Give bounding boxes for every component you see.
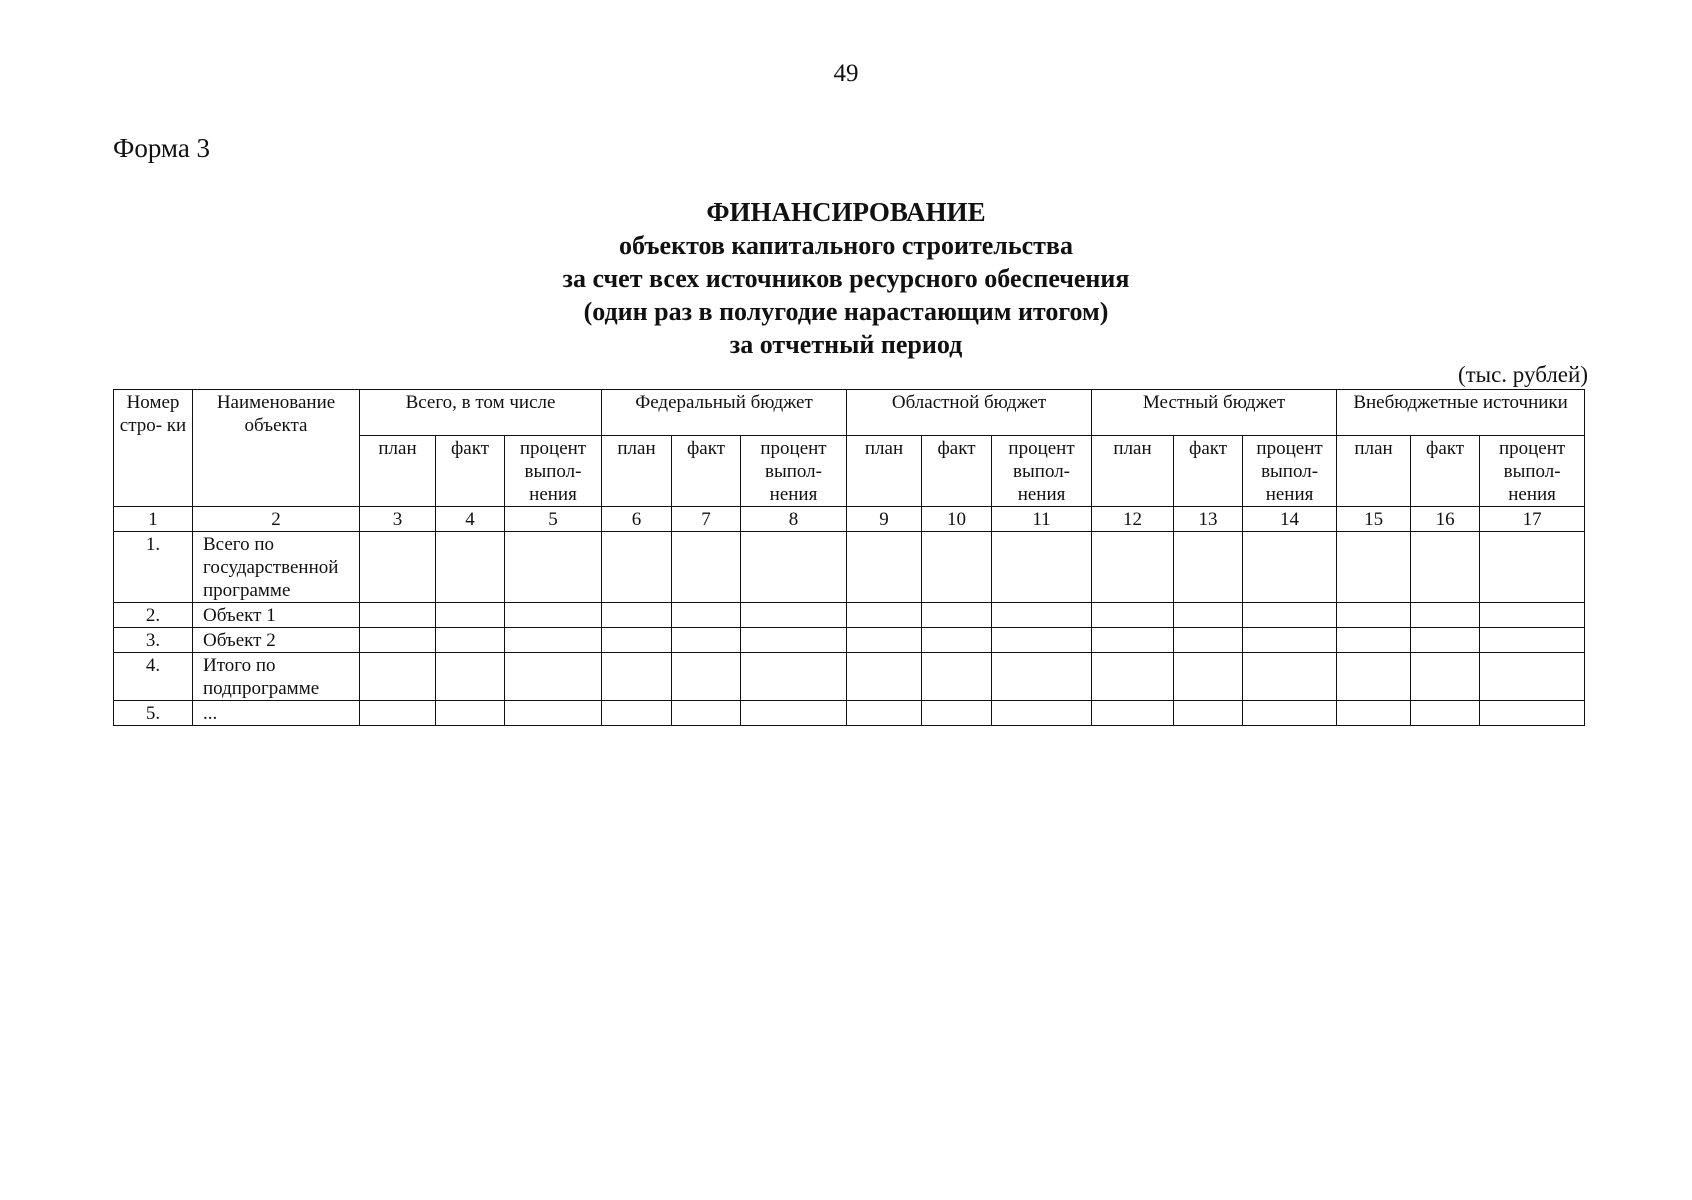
- empty-cell: [602, 532, 672, 603]
- table-row: [114, 532, 1585, 603]
- column-number-row: [114, 507, 1585, 532]
- empty-cell: [672, 628, 741, 653]
- empty-cell: [1092, 532, 1174, 603]
- header-group-federal: Федеральный бюджет: [602, 390, 847, 436]
- column-number: 16: [1411, 507, 1480, 532]
- empty-cell: [360, 532, 436, 603]
- title-line-2: объектов капитального строительства: [619, 231, 1073, 260]
- row-object-name: ...: [193, 701, 360, 726]
- empty-cell: [1092, 653, 1174, 701]
- empty-cell: [1243, 653, 1337, 701]
- title-line-3: за счет всех источников ресурсного обеспечения: [562, 264, 1130, 293]
- subheader-fact: факт: [1174, 436, 1243, 507]
- subheader-percent: процент выпол- нения: [741, 436, 847, 507]
- empty-cell: [1337, 628, 1411, 653]
- empty-cell: [741, 701, 847, 726]
- empty-cell: [1092, 603, 1174, 628]
- empty-cell: [436, 628, 505, 653]
- form-label: Форма 3: [113, 133, 211, 163]
- header-group-local: Местный бюджет: [1092, 390, 1337, 436]
- column-number: 14: [1243, 507, 1337, 532]
- empty-cell: [1243, 701, 1337, 726]
- empty-cell: [922, 532, 992, 603]
- subheader-percent: процент выпол- нения: [1243, 436, 1337, 507]
- empty-cell: [847, 628, 922, 653]
- title-line-1: ФИНАНСИРОВАНИЕ: [706, 197, 986, 227]
- empty-cell: [602, 603, 672, 628]
- column-number: 9: [847, 507, 922, 532]
- empty-cell: [1174, 653, 1243, 701]
- empty-cell: [1174, 603, 1243, 628]
- row-number: 1.: [114, 532, 193, 603]
- empty-cell: [847, 603, 922, 628]
- column-number: 6: [602, 507, 672, 532]
- empty-cell: [1411, 628, 1480, 653]
- empty-cell: [741, 653, 847, 701]
- empty-cell: [436, 653, 505, 701]
- page-number: 49: [833, 60, 859, 87]
- empty-cell: [602, 701, 672, 726]
- empty-cell: [505, 628, 602, 653]
- empty-cell: [505, 532, 602, 603]
- empty-cell: [741, 532, 847, 603]
- subheader-plan: план: [847, 436, 922, 507]
- header-group-total: Всего, в том числе: [360, 390, 602, 436]
- row-number: 3.: [114, 628, 193, 653]
- empty-cell: [1480, 532, 1585, 603]
- empty-cell: [1337, 653, 1411, 701]
- empty-cell: [1411, 653, 1480, 701]
- subheader-percent: процент выпол- нения: [1480, 436, 1585, 507]
- document-title: [0, 196, 1692, 361]
- empty-cell: [1243, 628, 1337, 653]
- row-object-name: Всего по государственной программе: [193, 532, 360, 603]
- empty-cell: [1480, 603, 1585, 628]
- empty-cell: [847, 532, 922, 603]
- empty-cell: [1411, 532, 1480, 603]
- empty-cell: [505, 701, 602, 726]
- subheader-fact: факт: [436, 436, 505, 507]
- empty-cell: [1174, 532, 1243, 603]
- empty-cell: [922, 628, 992, 653]
- empty-cell: [992, 653, 1092, 701]
- column-number: 13: [1174, 507, 1243, 532]
- subheader-percent: процент выпол- нения: [505, 436, 602, 507]
- title-line-4: (один раз в полугодие нарастающим итогом): [583, 297, 1109, 326]
- table-row: [114, 603, 1585, 628]
- header-group-extrabudget: Внебюджетные источники: [1337, 390, 1585, 436]
- empty-cell: [1480, 628, 1585, 653]
- empty-cell: [847, 653, 922, 701]
- empty-cell: [672, 701, 741, 726]
- column-number: 8: [741, 507, 847, 532]
- column-number: 3: [360, 507, 436, 532]
- column-number: 12: [1092, 507, 1174, 532]
- header-group-regional: Областной бюджет: [847, 390, 1092, 436]
- row-number: 5.: [114, 701, 193, 726]
- subheader-fact: факт: [672, 436, 741, 507]
- empty-cell: [992, 603, 1092, 628]
- subheader-fact: факт: [922, 436, 992, 507]
- column-number: 17: [1480, 507, 1585, 532]
- column-number: 2: [193, 507, 360, 532]
- empty-cell: [360, 701, 436, 726]
- column-number: 7: [672, 507, 741, 532]
- table-row: [114, 628, 1585, 653]
- row-number: 4.: [114, 653, 193, 701]
- empty-cell: [741, 603, 847, 628]
- empty-cell: [847, 701, 922, 726]
- empty-cell: [672, 603, 741, 628]
- row-number: 2.: [114, 603, 193, 628]
- empty-cell: [1243, 603, 1337, 628]
- subheader-plan: план: [602, 436, 672, 507]
- title-line-5: за отчетный период: [729, 330, 963, 359]
- column-number: 1: [114, 507, 193, 532]
- empty-cell: [741, 628, 847, 653]
- empty-cell: [1480, 701, 1585, 726]
- table-row: [114, 701, 1585, 726]
- empty-cell: [505, 653, 602, 701]
- empty-cell: [672, 653, 741, 701]
- header-object-name: Наименование объекта: [193, 390, 360, 507]
- header-row-groups: [114, 390, 1585, 436]
- empty-cell: [436, 701, 505, 726]
- column-number: 10: [922, 507, 992, 532]
- empty-cell: [922, 603, 992, 628]
- empty-cell: [1092, 701, 1174, 726]
- empty-cell: [1174, 701, 1243, 726]
- column-number: 5: [505, 507, 602, 532]
- empty-cell: [992, 701, 1092, 726]
- column-number: 15: [1337, 507, 1411, 532]
- empty-cell: [992, 628, 1092, 653]
- empty-cell: [360, 603, 436, 628]
- empty-cell: [360, 628, 436, 653]
- empty-cell: [1337, 603, 1411, 628]
- empty-cell: [602, 653, 672, 701]
- column-number: 4: [436, 507, 505, 532]
- empty-cell: [1411, 603, 1480, 628]
- header-row-number: Номер стро- ки: [114, 390, 193, 507]
- empty-cell: [1174, 628, 1243, 653]
- subheader-plan: план: [1337, 436, 1411, 507]
- financing-table: [113, 389, 1585, 726]
- empty-cell: [1092, 628, 1174, 653]
- subheader-fact: факт: [1411, 436, 1480, 507]
- column-number: 11: [992, 507, 1092, 532]
- subheader-plan: план: [1092, 436, 1174, 507]
- row-object-name: Объект 2: [193, 628, 360, 653]
- empty-cell: [436, 532, 505, 603]
- empty-cell: [1243, 532, 1337, 603]
- units-note: (тыс. рублей): [1457, 362, 1588, 387]
- empty-cell: [922, 653, 992, 701]
- empty-cell: [992, 532, 1092, 603]
- empty-cell: [360, 653, 436, 701]
- row-object-name: Итого по подпрограмме: [193, 653, 360, 701]
- empty-cell: [1411, 701, 1480, 726]
- empty-cell: [602, 628, 672, 653]
- empty-cell: [1480, 653, 1585, 701]
- empty-cell: [672, 532, 741, 603]
- subheader-percent: процент выпол- нения: [992, 436, 1092, 507]
- empty-cell: [1337, 532, 1411, 603]
- empty-cell: [505, 603, 602, 628]
- table-row: [114, 653, 1585, 701]
- empty-cell: [922, 701, 992, 726]
- empty-cell: [436, 603, 505, 628]
- subheader-plan: план: [360, 436, 436, 507]
- empty-cell: [1337, 701, 1411, 726]
- row-object-name: Объект 1: [193, 603, 360, 628]
